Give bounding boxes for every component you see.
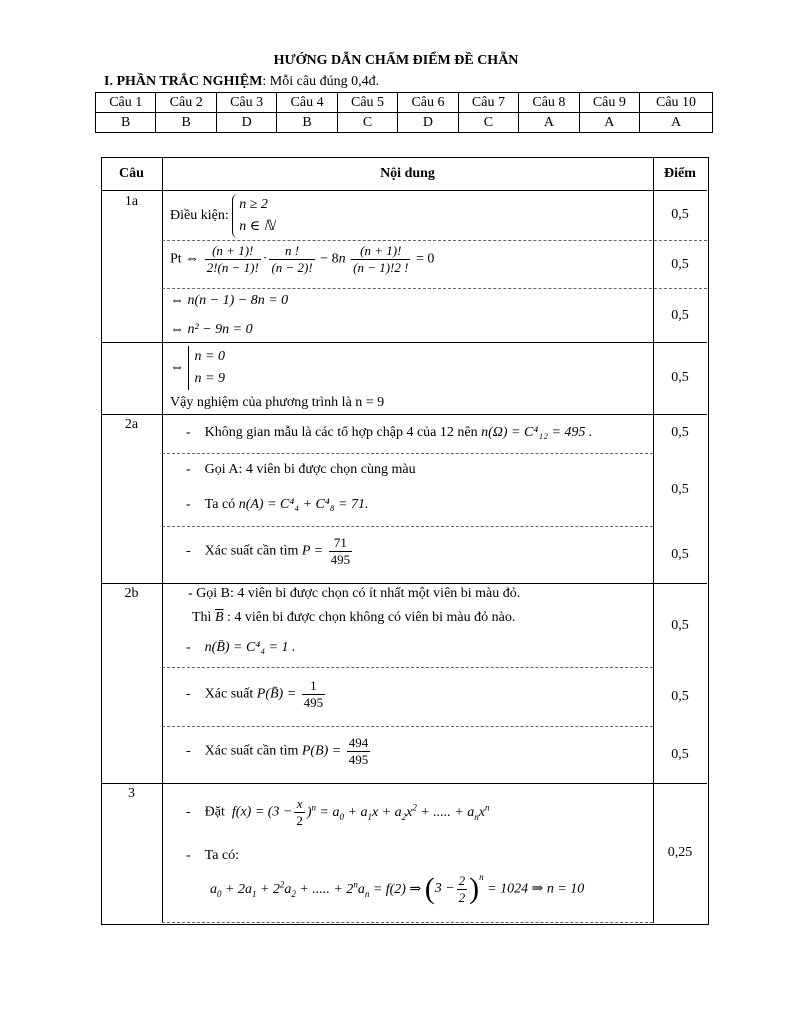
question-label: 1a [124,194,139,209]
row-divider [101,342,707,343]
score: 0,5 [671,547,689,562]
page-title: HƯỚNG DẪN CHẤM ĐIỂM ĐỀ CHẴN [273,53,519,68]
answer-key: A [579,113,639,133]
header-noi-dung: Nội dung [380,166,435,181]
condition: Điều kiện: n ≥ 2 n ∈ ℕ [170,194,275,238]
we-have: - Ta có: [186,848,240,863]
probability-a: - Xác suất cần tìm P = $\frac{71}{495}$ [186,535,351,567]
score: 0,5 [671,747,689,762]
score: 0,5 [671,618,689,633]
answer-key-row [96,113,713,133]
header-diem: Điểm [664,166,696,181]
answer-key: A [519,113,579,133]
row-divider [101,583,707,584]
question-label: 2a [124,417,139,432]
row-divider [101,414,707,415]
row-divider-dashed [162,453,653,454]
answer-key: C [337,113,397,133]
header-cau: Câu [119,166,144,181]
sample-space: - Không gian mẫu là các tổ hợp chập 4 của 12 nên n(Ω) = C⁴₁₂ = 495 . [186,425,593,440]
answer-question: Câu 8 [519,93,579,113]
event-a: - Gọi A: 4 viên bi được chọn cùng màu [186,462,416,477]
answer-key: B [96,113,156,133]
sum-identity: $a_0 + 2a_1 + 2^2a_2$ + ..... + $2^na_n = f(2)$ ⇒ (3 − $\frac{2}{2}$ )$^n$ = 1024 ⇒ n = 10 [210,872,585,905]
score: 0,25 [667,845,693,860]
row-divider [101,783,707,784]
answer-question: Câu 1 [96,93,156,113]
row-divider-dashed [162,667,653,668]
row-divider-dashed [162,922,653,923]
answer-question-row [96,93,713,113]
probability-b: - Xác suất cần tìm P(B) = $\frac{494}{495}$ [186,735,369,767]
answer-key: A [640,113,713,133]
score: 0,5 [671,370,689,385]
row-divider-dashed [162,240,707,241]
equation-step: ⇔ n(n − 1) − 8n = 0 [170,293,289,308]
answer-question: Câu 10 [640,93,713,113]
score: 0,5 [671,425,689,440]
score: 0,5 [671,482,689,497]
answer-question: Câu 7 [458,93,518,113]
conclusion: Vậy nghiệm của phương trình là n = 9 [170,395,385,410]
score: 0,5 [671,689,689,704]
question-label: 3 [128,786,135,801]
answer-key-table [95,92,713,133]
event-a-count: - Ta có n(A) = C⁴₄ + C⁴₈ = 71. [186,497,369,512]
score: 0,5 [671,308,689,323]
answer-key: B [277,113,337,133]
row-divider-dashed [162,288,707,289]
event-b-complement: Thì $\overline{B}$ : 4 viên bi được chọn không có viên bi màu đỏ nào. [192,610,516,625]
equation-solution: ⇔ n = 0 n = 9 [170,346,225,390]
probability-complement: - Xác suất P(B̄) = $\frac{1}{495}$ [186,678,324,710]
answer-key: B [156,113,216,133]
question-label: 2b [124,586,139,601]
answer-question: Câu 2 [156,93,216,113]
answer-question: Câu 4 [277,93,337,113]
row-divider [101,190,707,191]
answer-question: Câu 5 [337,93,397,113]
answer-question: Câu 6 [398,93,458,113]
answer-question: Câu 9 [579,93,639,113]
row-divider-dashed [162,726,653,727]
answer-key: C [458,113,518,133]
complement-count: - n(B̄) = C⁴₄ = 1 . [186,640,296,655]
define-function: - Đặt f(x) = (3 − $\frac{x}{2}$ )$^n = a_0 + a_1x + a_2x^2$ + ..... + $a_nx^n$ [186,796,490,828]
answer-question: Câu 3 [216,93,276,113]
answer-key: D [216,113,276,133]
score: 0,5 [671,207,689,222]
score: 0,5 [671,257,689,272]
row-divider-dashed [162,526,653,527]
equation-step: ⇔ n² − 9n = 0 [170,322,253,337]
equation-pt: Pt ⇔ $\frac{(n + 1)!}{2!(n - 1)!}$ · $\frac{n !}{(n - 2)!}$ − 8n $\frac{(n + 1)!}{(n - 1)!2 !}$ = 0 [170,243,435,275]
answer-key: D [398,113,458,133]
event-b: - Gọi B: 4 viên bi được chọn có ít nhất một viên bi màu đỏ. [188,586,521,601]
section-heading: I. PHẦN TRẮC NGHIỆM: Mỗi câu đúng 0,4đ. [104,74,380,89]
column-divider [162,157,163,923]
